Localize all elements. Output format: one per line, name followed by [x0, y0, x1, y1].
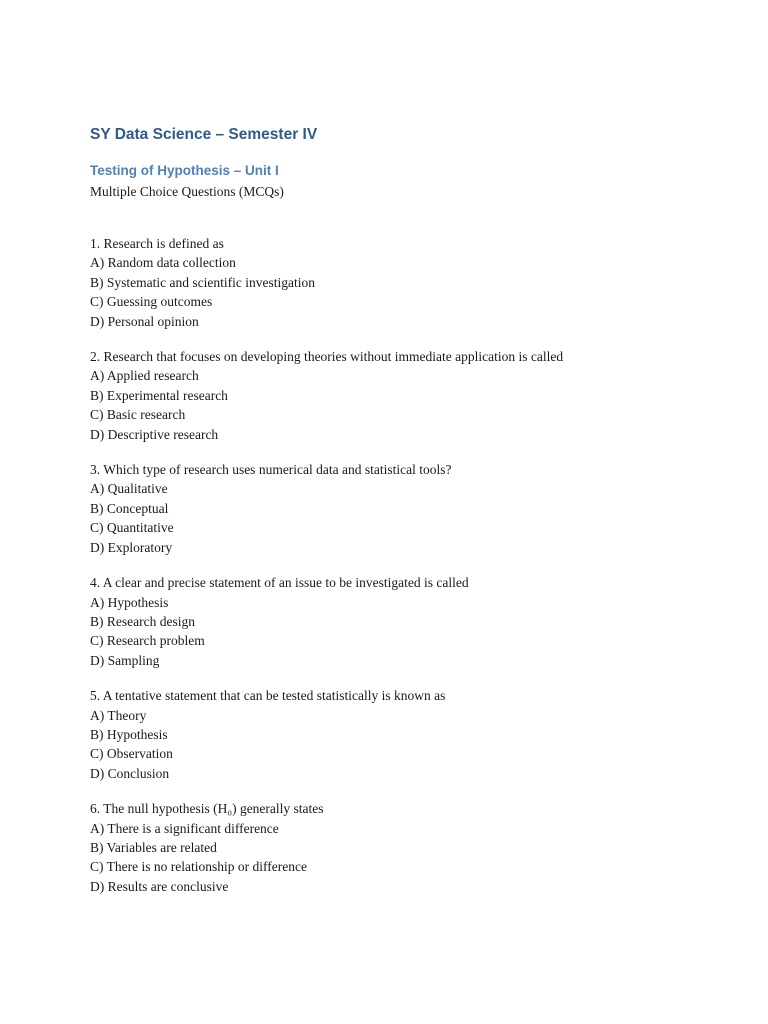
option-d: D) Results are conclusive: [90, 878, 229, 894]
option-a: A) Theory: [90, 707, 147, 723]
document-subtitle: Testing of Hypothesis – Unit I: [90, 163, 279, 178]
question-3: [90, 460, 730, 557]
question-1: [90, 234, 730, 331]
option-d: D) Sampling: [90, 652, 160, 668]
question-2: [90, 347, 730, 444]
option-d: D) Conclusion: [90, 765, 170, 781]
option-a: A) Random data collection: [90, 255, 236, 271]
option-c: C) Quantitative: [90, 520, 174, 536]
option-a: A) Qualitative: [90, 481, 168, 497]
question-text: 1. Research is defined as: [90, 236, 224, 251]
option-d: D) Personal opinion: [90, 313, 199, 329]
option-b: B) Hypothesis: [90, 726, 168, 742]
question-6: [90, 799, 730, 896]
document-caption: Multiple Choice Questions (MCQs): [90, 184, 284, 199]
option-a: A) Applied research: [90, 368, 199, 384]
question-5: [90, 686, 730, 783]
option-c: C) Observation: [90, 746, 173, 762]
question-4: [90, 573, 730, 670]
option-c: C) There is no relationship or difference: [90, 859, 307, 875]
question-text: 3. Which type of research uses numerical data and statistical tools?: [90, 462, 452, 478]
option-c: C) Research problem: [90, 633, 205, 649]
option-b: B) Conceptual: [90, 500, 169, 516]
option-c: C) Guessing outcomes: [90, 294, 213, 310]
question-list: [90, 234, 730, 896]
question-text: 6. The null hypothesis (H₀) generally states: [90, 801, 324, 817]
option-b: B) Experimental research: [90, 387, 228, 403]
document-page: [90, 124, 730, 912]
option-b: B) Systematic and scientific investigation: [90, 274, 315, 290]
question-text: 5. A tentative statement that can be tested statistically is known as: [90, 688, 446, 704]
option-d: D) Exploratory: [90, 539, 173, 555]
option-b: B) Variables are related: [90, 839, 217, 855]
option-a: A) There is a significant difference: [90, 820, 279, 836]
option-d: D) Descriptive research: [90, 426, 219, 442]
option-c: C) Basic research: [90, 407, 186, 423]
option-a: A) Hypothesis: [90, 594, 169, 610]
question-text: 2. Research that focuses on developing theories without immediate application is called: [90, 349, 564, 365]
option-b: B) Research design: [90, 613, 195, 629]
question-text: 4. A clear and precise statement of an issue to be investigated is called: [90, 575, 469, 591]
document-title: SY Data Science – Semester IV: [90, 126, 318, 143]
